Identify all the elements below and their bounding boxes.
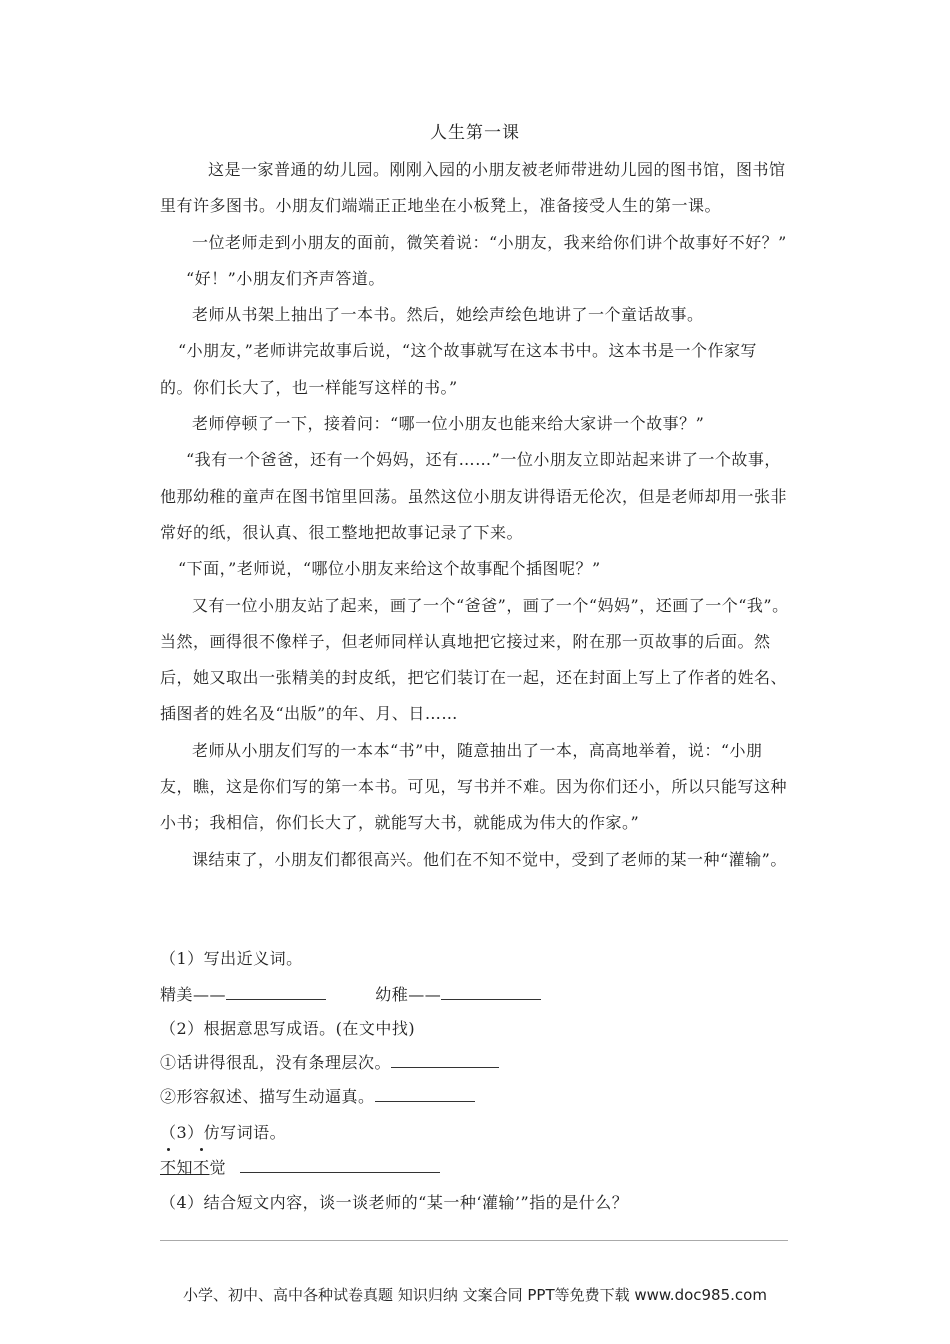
synonym-blank-2[interactable] — [441, 985, 541, 1000]
question-2: （2）根据意思写成语。(在文中找) — [160, 1019, 416, 1038]
paragraph: 老师停顿了一下，接着问：“哪一位小朋友也能来给大家讲一个故事？” — [192, 414, 705, 434]
paragraph: “下面，”老师说，“哪位小朋友来给这个故事配个插图呢？” — [178, 559, 601, 579]
question-2-item-2 — [160, 1084, 475, 1107]
footer-text: 小学、初中、高中各种试卷真题 知识归纳 文案合同 PPT等免费下载 www.doc985.com — [183, 1286, 767, 1304]
plain-char: 知 — [176, 1158, 194, 1177]
synonym-blank-1[interactable] — [226, 985, 326, 1000]
answer-line[interactable] — [160, 1240, 788, 1241]
plain-char: 觉 — [209, 1158, 227, 1177]
article-body — [160, 152, 790, 878]
paragraph: “好！”小朋友们齐声答道。 — [186, 268, 385, 288]
synonym-label-1: 精美—— — [160, 985, 227, 1004]
idiom-blank-2[interactable] — [375, 1087, 475, 1102]
paragraph: “我有一个爸爸，还有一个妈妈，还有……”一位小朋友立即站起来讲了一个故事，他那幼稚的童声在图书馆里回荡。虽然这位小朋友讲得语无伦次，但是老师却用一张非常好的纸，很认真、很工整地把故事记录了下来。 — [160, 450, 788, 542]
emphasis-char: 不 — [193, 1155, 210, 1178]
paragraph: 老师从书架上抽出了一本书。然后，她绘声绘色地讲了一个童话故事。 — [192, 305, 704, 325]
question-4: （4）结合短文内容，谈一谈老师的“某一种‘灌输’”指的是什么？ — [160, 1193, 629, 1212]
paragraph: “小朋友，”老师讲完故事后说，“这个故事就写在这本书中。这本书是一个作家写的。你们长大了，也一样能写这样的书。” — [160, 341, 758, 397]
article-title: 人生第一课 — [430, 123, 520, 143]
paragraph: 又有一位小朋友站了起来，画了一个“爸爸”，画了一个“妈妈”，还画了一个“我”。当然，画得很不像样子，但老师同样认真地把它接过来，附在那一页故事的后面。然后，她又取出一张精美的封皮纸，把它们装订在一起，还在封面上写上了作者的姓名、插图者的姓名及“出版”的年、月、日…… — [160, 595, 789, 724]
imitation-blank[interactable] — [240, 1158, 440, 1173]
paragraph: 一位老师走到小朋友的面前，微笑着说：“小朋友，我来给你们讲个故事好不好？” — [192, 232, 787, 252]
question-1-items — [160, 982, 541, 1005]
idiom-blank-1[interactable] — [391, 1053, 499, 1068]
emphasis-char: 不 — [160, 1155, 177, 1178]
question-3: （3）仿写词语。 — [160, 1123, 287, 1142]
synonym-label-2: 幼稚—— — [375, 985, 442, 1004]
question-2-item-1 — [160, 1050, 499, 1073]
paragraph: 老师从小朋友们写的一本本“书”中，随意抽出了一本，高高地举着，说：“小朋友，瞧，这是你们写的第一本书。可见，写书并不难。因为你们还小，所以只能写这种小书；我相信，你们长大了，就能写大书，就能成为伟大的作家。” — [160, 740, 788, 833]
paragraph: 这是一家普通的幼儿园。刚刚入园的小朋友被老师带进幼儿园的图书馆，图书馆里有许多图书。小朋友们端端正正地坐在小板凳上，准备接受人生的第一课。 — [160, 160, 786, 216]
question-3-item — [160, 1155, 440, 1178]
paragraph: 课结束了，小朋友们都很高兴。他们在不知不觉中，受到了老师的某一种“灌输”。 — [192, 849, 787, 869]
idiom-prompt-1: ①话讲得很乱，没有条理层次。 — [160, 1053, 392, 1072]
question-1: （1）写出近义词。 — [160, 949, 303, 968]
idiom-prompt-2: ②形容叙述、描写生动逼真。 — [160, 1087, 375, 1106]
